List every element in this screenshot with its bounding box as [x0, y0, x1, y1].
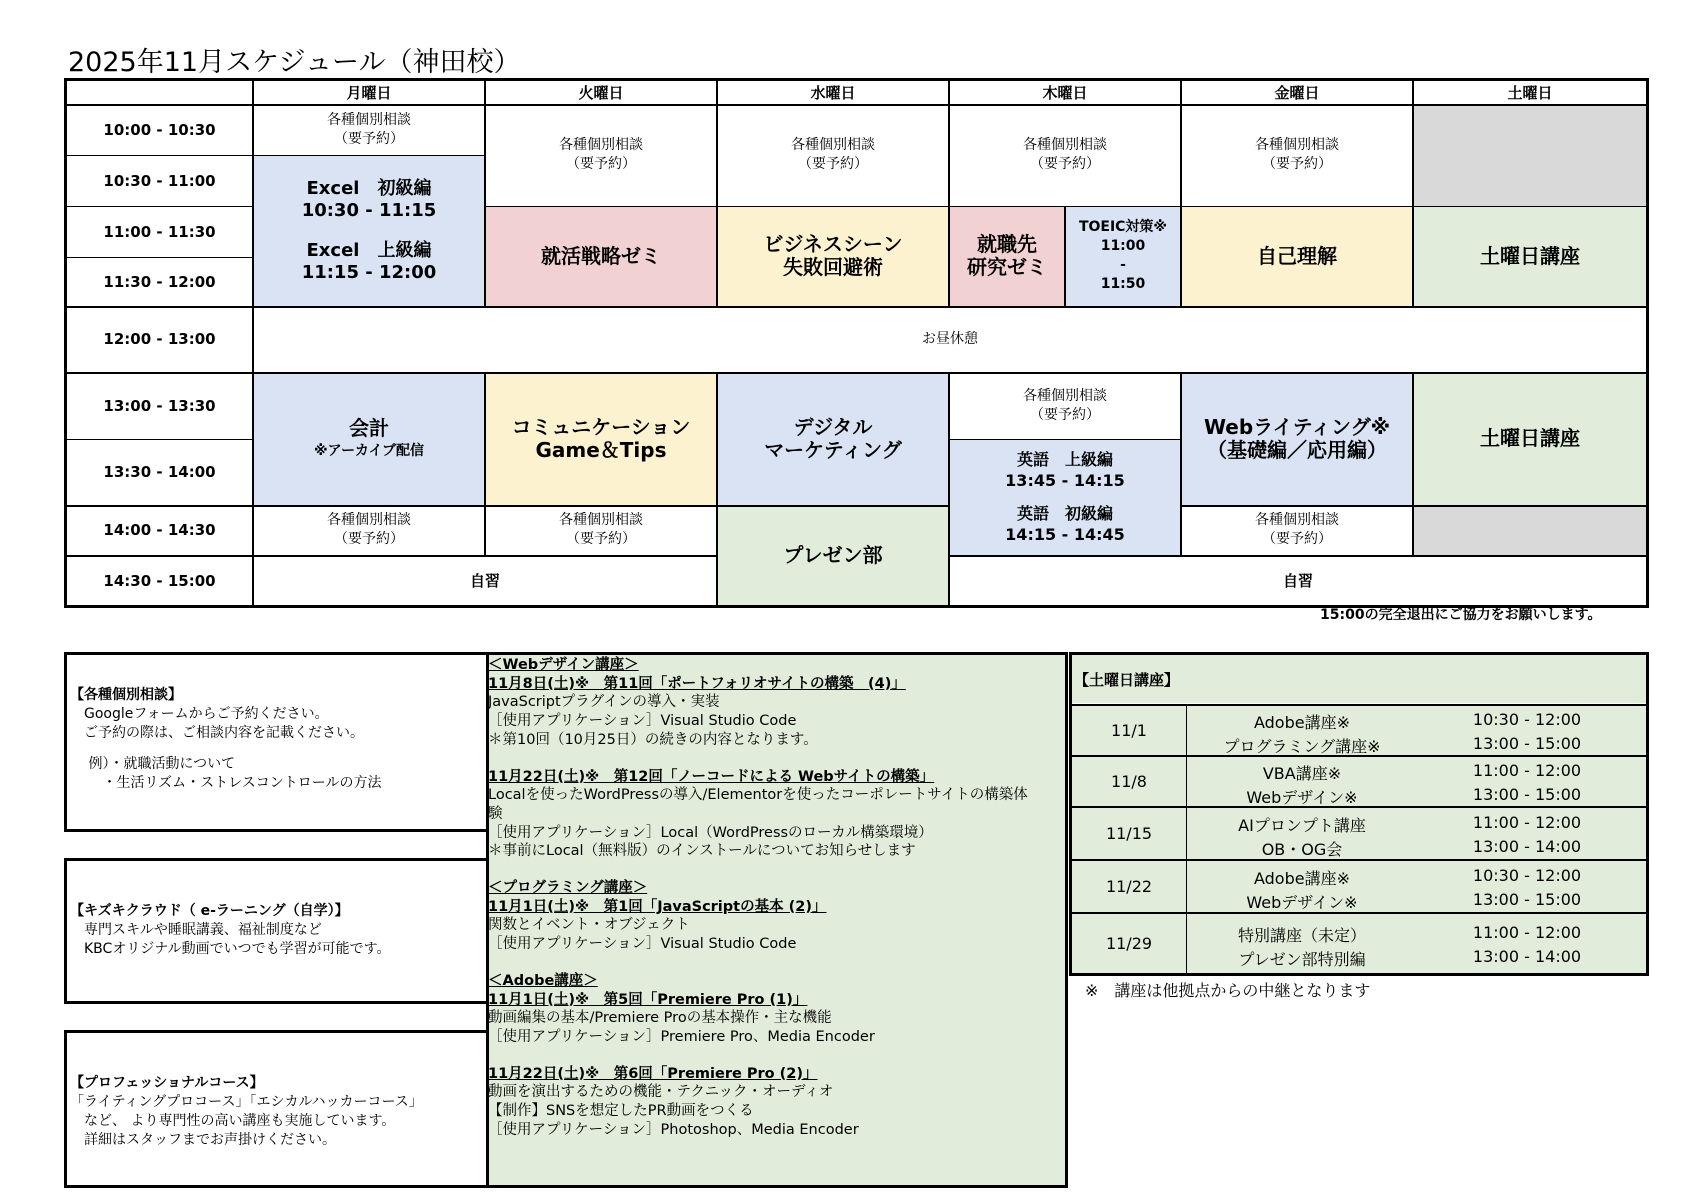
- self-study-cell: 自習: [469, 572, 500, 590]
- courses-info: ＜Webデザイン講座＞ 11月8日(土)※ 第11回「ポートフォリオサイトの構築 (4)」 JavaScriptプラグインの導入・実装 ［使用アプリケーション］Visual Studio Code ＊第10回（10月25日）の続きの内容となります。 11月22日(土)※ 第12回「ノーコードによる Webサイトの構築」 Localを使ったWordPressの導入/Elementorを使ったコーポレートサイトの構築体 験 ［使用アプリケーション］Local（WordPressのローカル構築環境） ＊事前にLocal（無料版）のインストールについてお知らせします ＜プログラミング講座＞ 11月1日(土)※ 第1回「JavaScriptの基本 (2)」 関数とイベント・オブジェクト ［使用アプリケーション］Visual Studio Code ＜Adobe講座＞ 11月1日(土)※ 第5回「Premiere Pro (1)」 動画編集の基本/Premiere Proの基本操作・主な機能 ［使用アプリケーション］Premiere Pro、Media Encoder 11月22日(土)※ 第6回「Premiere Pro (2)」 動画を演出するための機能・テクニック・オーディオ 【制作】SNSを想定したPR動画をつくる ［使用アプリケーション］Photoshop、Media Encoder: [488, 657, 1028, 1138]
- saturday-course-name: OB・OG会: [1261, 839, 1343, 859]
- presen-cell: プレゼン部: [717, 505, 949, 606]
- saturday-course-time: 10:30 - 12:00: [1472, 709, 1582, 729]
- saturday-date: 11/1: [1072, 706, 1187, 755]
- saturday-course-time: 10:30 - 12:00: [1472, 865, 1582, 885]
- saturday-date: 11/8: [1072, 757, 1187, 806]
- saturday-row: [1072, 806, 1646, 859]
- saturday-row: [1072, 704, 1646, 755]
- saturday-footnote: ※ 講座は他拠点からの中継となります: [1085, 981, 1371, 1000]
- day-header: 月曜日: [346, 83, 392, 102]
- saturday-course-cell: 土曜日講座: [1413, 372, 1647, 505]
- kaikei-cell: 会計 ※アーカイブ配信: [253, 372, 485, 505]
- self-study-cell: 自習: [1282, 572, 1313, 590]
- time-slot: 14:00 - 14:30: [103, 521, 216, 539]
- saturday-course-time: 13:00 - 15:00: [1472, 733, 1582, 753]
- saturday-row: [1072, 859, 1646, 912]
- day-header: 木曜日: [1042, 83, 1088, 102]
- lunch-cell: お昼休憩: [922, 330, 978, 347]
- saturday-course-time: 11:00 - 12:00: [1472, 922, 1582, 942]
- exit-note: 15:00の完全退出にご協力をお願いします。: [1320, 607, 1602, 623]
- shushoku-cell: 就職先 研究ゼミ: [949, 206, 1065, 306]
- kizuki-info: 【キズキクラウド（ e-ラーニング（自学）】 専門スキルや睡眠講義、福祉制度など KBCオリジナル動画でいつでも学習が可能です。: [70, 903, 391, 957]
- saturday-course-name: 特別講座（未定）: [1237, 925, 1366, 945]
- jiko-cell: 自己理解: [1181, 206, 1413, 306]
- web-writing-cell: Webライティング※ （基礎編／応用編）: [1181, 372, 1413, 505]
- saturday-course-name: AIプロンプト講座: [1238, 815, 1366, 835]
- consult-cell: 各種個別相談 （要予約）: [327, 111, 411, 147]
- english-cell: 英語 上級編 13:45 - 14:15 英語 初級編 14:15 - 14:45: [949, 439, 1181, 555]
- pro-course-info: 【プロフェッショナルコース】 「ライティングプロコース」「エシカルハッカーコース」 など、 より専門性の高い講座も実施しています。 詳細はスタッフまでお声掛けください。: [70, 1075, 423, 1148]
- page-title: 2025年11月スケジュール（神田校）: [68, 47, 521, 78]
- communication-cell: コミュニケーション Game＆Tips: [485, 372, 717, 505]
- saturday-table: [1069, 652, 1649, 976]
- day-header: 水曜日: [810, 83, 856, 102]
- consult-cell: 各種個別相談 （要予約）: [1023, 137, 1107, 172]
- time-slot: 11:30 - 12:00: [103, 272, 216, 291]
- digital-marketing-cell: デジタル マーケティング: [717, 372, 949, 505]
- time-slot: 10:00 - 10:30: [103, 120, 216, 139]
- saturday-date: 11/29: [1072, 914, 1187, 973]
- time-slot: 12:00 - 13:00: [103, 330, 216, 348]
- saturday-course-time: 13:00 - 14:00: [1472, 946, 1582, 966]
- consult-cell: 各種個別相談 （要予約）: [559, 512, 643, 547]
- time-slot: 10:30 - 11:00: [103, 171, 216, 190]
- saturday-course-name: Adobe講座※: [1253, 712, 1351, 732]
- saturday-course-name: プレゼン部特別編: [1238, 949, 1366, 969]
- saturday-row: [1072, 912, 1646, 973]
- saturday-course-name: Adobe講座※: [1253, 868, 1351, 888]
- saturday-course-time: 11:00 - 12:00: [1472, 760, 1582, 780]
- saturday-course-name: Webデザイン※: [1246, 892, 1358, 912]
- saturday-course-time: 13:00 - 15:00: [1472, 889, 1582, 909]
- saturday-row: [1072, 755, 1646, 806]
- time-slot: 14:30 - 15:00: [103, 571, 216, 590]
- saturday-course-time: 11:00 - 12:00: [1472, 812, 1582, 832]
- saturday-date: 11/22: [1072, 861, 1187, 912]
- excel-cell: Excel 初級編 10:30 - 11:15 Excel 上級編 11:15 - 12:00: [253, 155, 485, 306]
- consult-cell: 各種個別相談 （要予約）: [559, 137, 643, 172]
- saturday-date: 11/15: [1072, 808, 1187, 859]
- day-header: 火曜日: [578, 83, 624, 102]
- day-header: 金曜日: [1274, 83, 1320, 102]
- saturday-course-cell: 土曜日講座: [1413, 206, 1647, 306]
- grid-border: [64, 78, 1649, 608]
- saturday-course-name: Webデザイン※: [1246, 787, 1358, 807]
- time-slot: 11:00 - 11:30: [103, 222, 216, 241]
- saturday-course-name: VBA講座※: [1262, 763, 1342, 783]
- consult-cell: 各種個別相談 （要予約）: [1255, 137, 1339, 172]
- consult-cell: 各種個別相談 （要予約）: [1255, 512, 1339, 547]
- time-slot: 13:30 - 14:00: [103, 463, 216, 481]
- saturday-course-time: 13:00 - 14:00: [1472, 836, 1582, 856]
- consult-cell: 各種個別相談 （要予約）: [791, 137, 875, 172]
- time-slot: 13:00 - 13:30: [103, 396, 216, 415]
- consult-info: 【各種個別相談】 Googleフォームからご予約ください。 ご予約の際は、ご相談内容を記載ください。 例）・就職活動について ・生活リズム・ストレスコントロールの方法: [70, 687, 382, 791]
- consult-cell: 各種個別相談 （要予約）: [1023, 387, 1107, 423]
- business-cell: ビジネスシーン 失敗回避術: [717, 206, 949, 306]
- day-header: 土曜日: [1507, 83, 1553, 102]
- consult-cell: 各種個別相談 （要予約）: [327, 512, 411, 547]
- shukatsu-cell: 就活戦略ゼミ: [485, 206, 717, 306]
- saturday-course-name: プログラミング講座※: [1223, 736, 1381, 756]
- toeic-cell: TOEIC対策※ 11:00 - 11:50: [1065, 206, 1181, 306]
- saturday-course-time: 13:00 - 15:00: [1472, 784, 1582, 804]
- saturday-table-title: 【土曜日講座】: [1074, 671, 1180, 689]
